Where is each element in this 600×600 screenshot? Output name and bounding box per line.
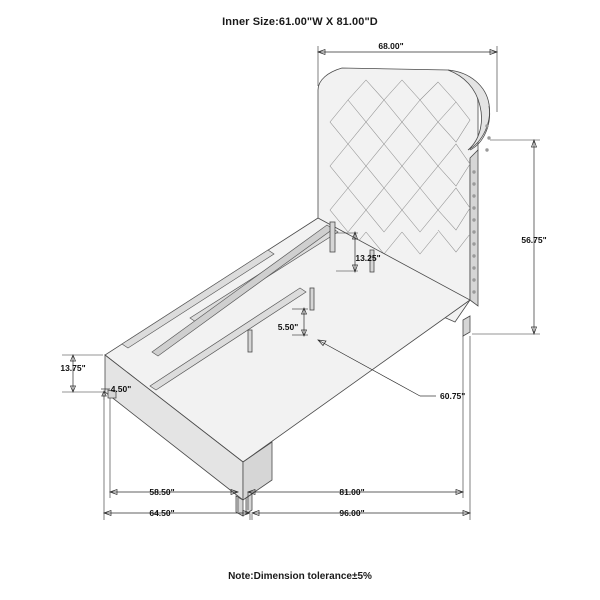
page-title: Inner Size:61.00"W X 81.00"D bbox=[222, 16, 378, 28]
dim-side-rail-height bbox=[60, 355, 103, 392]
dim-label-side-rail-height: 13.75" bbox=[60, 363, 86, 373]
tolerance-note: Note:Dimension tolerance±5% bbox=[228, 571, 372, 582]
dim-label-overall-length: 96.00" bbox=[339, 508, 365, 518]
dim-label-leg-height: 4.50" bbox=[110, 384, 132, 394]
dim-label-overall-width: 64.50" bbox=[149, 508, 175, 518]
dim-headboard-height bbox=[472, 140, 547, 334]
dim-label-deck-depth: 60.75" bbox=[440, 391, 466, 401]
dim-label-headboard-width: 68.00" bbox=[378, 41, 404, 51]
dim-label-rail-to-slat: 13.25" bbox=[355, 253, 381, 263]
dim-label-bed-length: 81.00" bbox=[339, 487, 365, 497]
dim-label-footboard-width: 58.50" bbox=[149, 487, 175, 497]
dim-label-slat-height: 5.50" bbox=[277, 322, 299, 332]
dim-label-headboard-height: 56.75" bbox=[521, 235, 547, 245]
